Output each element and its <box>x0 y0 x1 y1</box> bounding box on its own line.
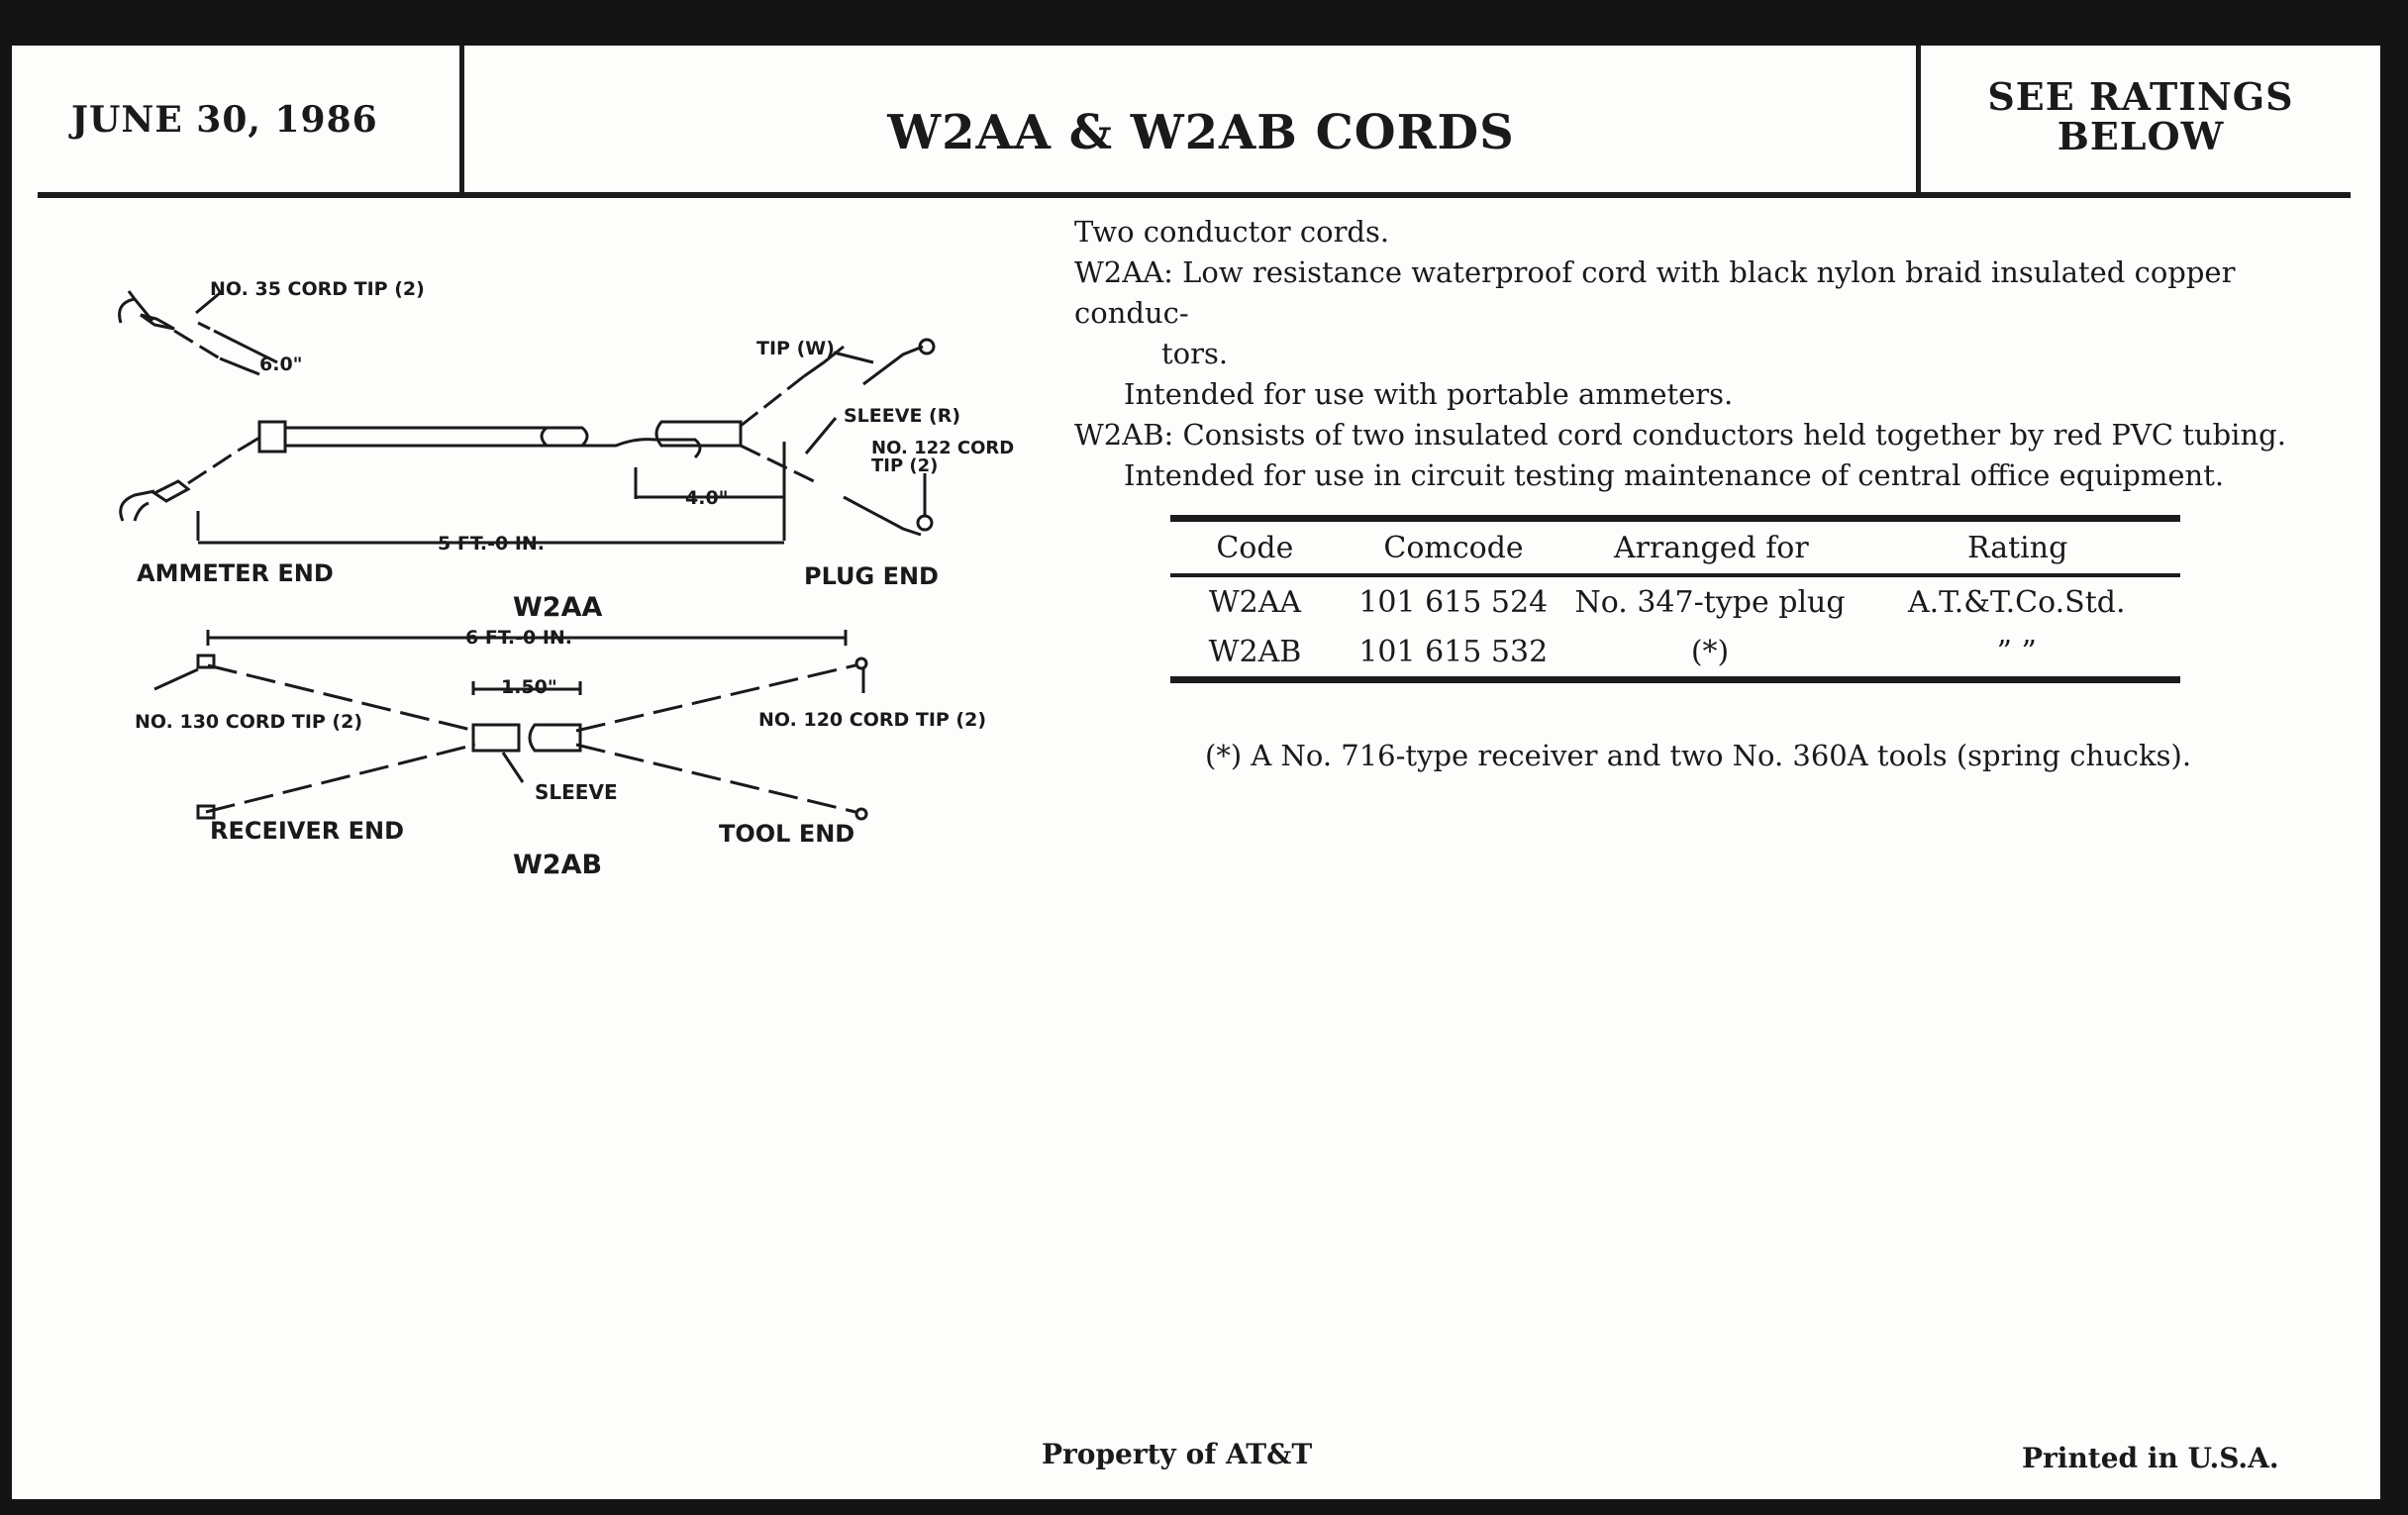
header-divider-left <box>459 46 464 194</box>
w2ab-right-end: TOOL END <box>719 820 855 848</box>
cell-arranged-for: (*) <box>1690 634 1730 669</box>
table-row <box>1170 627 2180 676</box>
header-date: JUNE 30, 1986 <box>71 99 378 141</box>
w2aa-sleeve-r: SLEEVE (R) <box>844 405 961 427</box>
w2ab-wire-lower-right <box>576 745 855 812</box>
cell-code: W2AA <box>1208 584 1302 620</box>
w2aa-spade-tip-bottom <box>121 491 154 521</box>
w2aa-plug-wire-bottom <box>741 446 814 481</box>
description <box>1074 212 2322 496</box>
desc-w2aa-use: Intended for use with portable ammeters. <box>1124 377 1734 411</box>
header-rating-line1: SEE RATINGS <box>1987 74 2294 119</box>
cell-rating: A.T.&T.Co.Std. <box>1907 584 2126 620</box>
w2aa-drawing <box>120 291 934 543</box>
w2ab-wire-lower-left <box>206 745 475 812</box>
w2ab-labels <box>135 627 986 880</box>
ratings-body <box>1170 577 2180 676</box>
w2ab-left-end: RECEIVER END <box>210 817 405 845</box>
cell-rating: ” ” <box>1996 634 2037 669</box>
cord-diagrams <box>111 224 1042 917</box>
w2aa-wire-bottom-end <box>240 438 259 450</box>
w2aa-sleeve-leader <box>806 418 836 454</box>
table-header-row <box>1170 522 2180 573</box>
desc-intro: Two conductor cords. <box>1074 215 1390 249</box>
cell-arranged-for: No. 347-type plug <box>1574 584 1846 620</box>
col-header-rating: Rating <box>1966 530 2068 565</box>
w2aa-cord-tip-122b: TIP (2) <box>871 455 939 476</box>
w2aa-plug-wire-top <box>741 376 804 426</box>
w2ab-sleeve-leader <box>503 753 523 782</box>
cell-comcode: 101 615 524 <box>1358 584 1549 620</box>
w2ab-sleeve: SLEEVE <box>535 780 618 804</box>
header-rating <box>1933 74 2349 158</box>
w2aa-wire-top-end <box>220 358 259 374</box>
table-footnote: (*) A No. 716-type receiver and two No. 360A tools (spring chucks). <box>1205 739 2192 772</box>
w2aa-wire-bottom <box>188 450 240 483</box>
ratings-grid <box>1170 522 2180 573</box>
w2aa-dim-4in: 4.0" <box>685 487 729 509</box>
w2aa-wire-top <box>174 331 220 358</box>
w2ab-right-tip: NO. 120 CORD TIP (2) <box>758 709 987 731</box>
w2aa-plug-tip-bottom <box>844 497 921 535</box>
cell-code: W2AB <box>1208 634 1302 669</box>
table-top-rule <box>1170 515 2180 522</box>
w2aa-tip-label: NO. 35 CORD TIP (2) <box>210 278 425 300</box>
footer-printed: Printed in U.S.A. <box>2022 1442 2279 1474</box>
w2aa-tip-ferrule-top <box>141 315 174 329</box>
footer-property: Property of AT&T <box>1042 1438 1313 1470</box>
w2aa-name: W2AA <box>513 592 603 623</box>
w2aa-cord-tip-122a: NO. 122 CORD <box>871 438 1015 458</box>
w2aa-boot <box>259 422 285 452</box>
page-title: W2AA & W2AB CORDS <box>887 105 1515 160</box>
w2ab-tip-top-right <box>856 658 866 668</box>
w2aa-dim-length: 5 FT.-0 IN. <box>438 533 546 555</box>
w2ab-dim-sleeve: 1.50" <box>501 676 557 698</box>
w2aa-tipw-leader <box>834 353 873 362</box>
desc-w2ab-use: Intended for use in circuit testing maintenance of central office equipment. <box>1124 458 2225 492</box>
desc-w2aa-line1: W2AA: Low resistance waterproof cord with black nylon braid insulated copper conduc- <box>1074 255 2236 330</box>
header-rule <box>38 192 2351 198</box>
w2ab-left-tip-leader <box>154 669 198 689</box>
w2aa-right-end: PLUG END <box>804 562 939 590</box>
w2aa-ring-tip-bottom <box>918 516 932 530</box>
desc-w2aa-line2: tors. <box>1161 337 1229 370</box>
table-bottom-rule <box>1170 676 2180 683</box>
w2ab-left-tip: NO. 130 CORD TIP (2) <box>135 711 363 733</box>
w2ab-tip-bottom-right <box>856 809 866 819</box>
ratings-table <box>1170 515 2180 683</box>
w2aa-dim-short: 6.0" <box>259 354 303 375</box>
w2aa-cord-seg2 <box>542 428 700 457</box>
w2ab-dim-length: 6 FT.-0 IN. <box>465 627 573 649</box>
table-row <box>1170 577 2180 627</box>
w2ab-sleeve-left <box>473 725 519 751</box>
w2aa-tip-ferrule-bottom <box>154 481 188 501</box>
col-header-code: Code <box>1216 530 1294 565</box>
col-header-comcode: Comcode <box>1383 530 1524 565</box>
w2aa-left-end: AMMETER END <box>137 559 334 587</box>
cell-comcode: 101 615 532 <box>1358 634 1549 669</box>
document-page <box>12 46 2380 1499</box>
w2ab-name: W2AB <box>513 850 603 880</box>
desc-w2ab-line1: W2AB: Consists of two insulated cord conductors held together by red PVC tubing. <box>1074 418 2286 452</box>
w2aa-plug-tip-top-ferrule <box>863 347 923 384</box>
header-rating-line2: BELOW <box>2057 114 2225 158</box>
w2ab-sleeve-right <box>530 725 580 751</box>
col-header-arranged-for: Arranged for <box>1613 530 1809 565</box>
w2aa-tip-w: TIP (W) <box>756 338 835 359</box>
